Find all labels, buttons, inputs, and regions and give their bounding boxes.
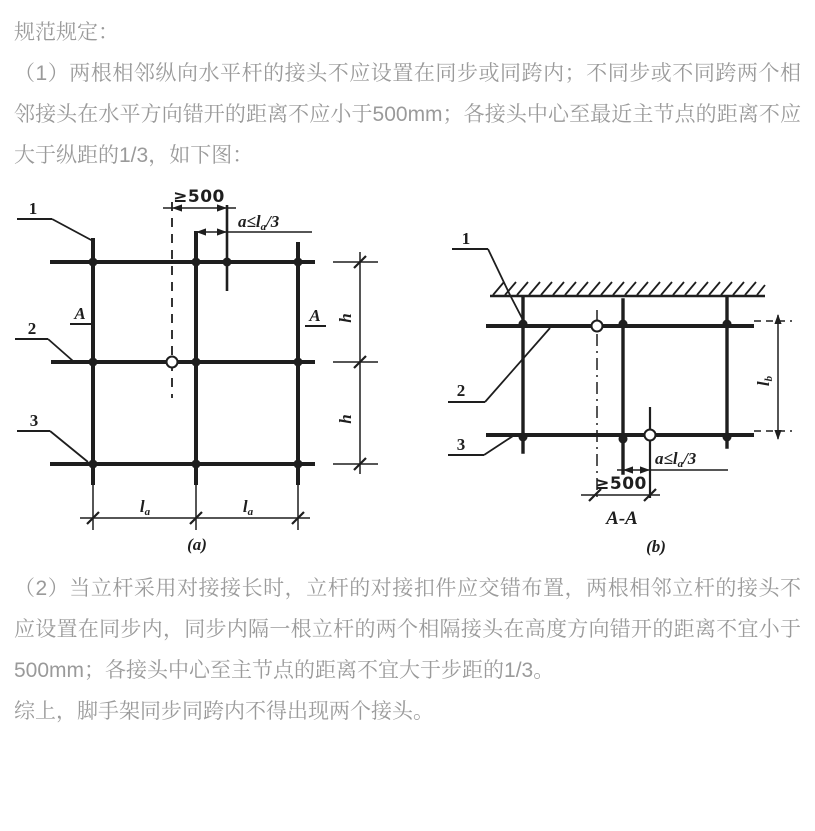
- paragraph-regulation-2: （2）当立杆采用对接接长时，立杆的对接扣件应交错布置，两根相邻立杆的接头不应设置在同步内，同步内隔一根立杆的两个相隔接头在高度方向错开的距离不宜小于500mm；各接头中心至主节点的距离不宜大于步距的1/3。: [14, 577, 801, 682]
- span-la-label-left: la: [139, 497, 151, 518]
- dimension-a-label: a≤la/3: [655, 449, 697, 470]
- diagram-b-section: [448, 229, 792, 556]
- horizontal-bars: [488, 326, 752, 435]
- paragraph-regulation-1: （1）两根相邻纵向水平杆的接头不应设置在同步或同跨内；不同步或不同跨两个相邻接头在水平方向错开的距离不应小于500mm；各接头中心至最近主节点的距离不应大于纵距的1/3，如下图：: [14, 62, 801, 167]
- scaffold-joint-figure: [0, 178, 815, 568]
- span-lb-label: lb: [754, 375, 775, 387]
- callout-2-label: 2: [27, 319, 37, 338]
- callout-leaders: [484, 249, 550, 455]
- caption-b: (b): [646, 537, 666, 556]
- dimension-a-label: a≤la/3: [238, 212, 280, 233]
- callout-underlines: [448, 249, 488, 455]
- callout-2-label: 2: [456, 381, 466, 400]
- callout-leaders: [48, 219, 93, 462]
- step-h-label-upper: h: [336, 313, 355, 323]
- butt-joint-circle-lower: [645, 430, 656, 441]
- butt-joint-circle-upper: [592, 321, 603, 332]
- caption-a: (a): [187, 535, 207, 554]
- callout-3-label: 3: [29, 411, 39, 430]
- callout-3-label: 3: [456, 435, 466, 454]
- dimension-500-label: ≥500: [173, 187, 225, 207]
- span-la-label-right: la: [242, 497, 254, 518]
- section-a-marker-left: A: [74, 304, 86, 323]
- extension-lines-right: [333, 262, 378, 464]
- section-a-marker-right: A: [309, 306, 321, 325]
- callout-1-label: 1: [28, 199, 38, 218]
- extension-lines-bottom: [93, 483, 298, 530]
- butt-joint-circle: [167, 357, 178, 368]
- dimension-500-label: ≥500: [595, 474, 647, 494]
- callout-1-label: 1: [461, 229, 471, 248]
- heading: 规范规定：: [14, 21, 119, 44]
- main-node-dots: [519, 320, 732, 444]
- diagram-a-plan: [15, 187, 378, 554]
- surface-hatching: [493, 282, 765, 295]
- scaffold-figure-canvas: [0, 178, 815, 568]
- step-h-label-lower: h: [336, 414, 355, 424]
- section-title-aa: A-A: [606, 508, 638, 529]
- conclusion-text: 综上，脚手架同步同跨内不得出现两个接头。: [14, 700, 434, 723]
